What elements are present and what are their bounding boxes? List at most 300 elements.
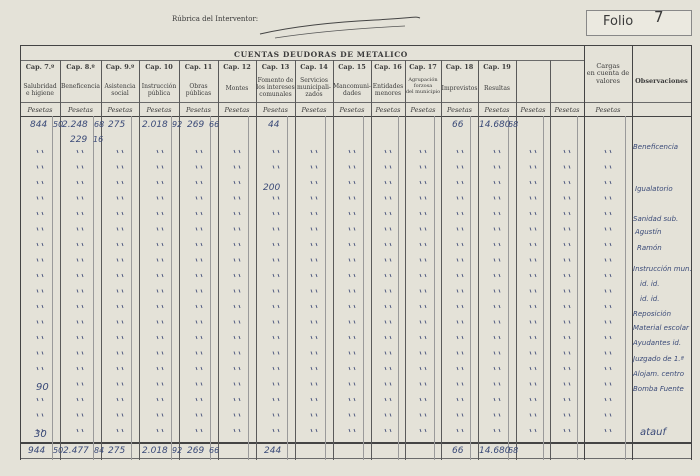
hw-amount: 229 bbox=[70, 135, 88, 145]
ditto-mark bbox=[273, 243, 279, 246]
ditto-mark bbox=[77, 274, 83, 277]
ditto-mark bbox=[77, 383, 83, 386]
column-name: Salubridad e higiene bbox=[23, 83, 57, 97]
ditto-mark bbox=[420, 197, 426, 200]
ditto-mark bbox=[196, 228, 202, 231]
ditto-mark bbox=[349, 398, 355, 401]
ditto-mark bbox=[77, 166, 83, 169]
ditto-mark bbox=[77, 336, 83, 339]
hw-amount: 44 bbox=[268, 120, 280, 130]
ditto-mark bbox=[530, 150, 536, 153]
ditto-mark bbox=[311, 166, 317, 169]
ditto-mark bbox=[605, 305, 611, 308]
ditto-mark bbox=[157, 352, 163, 355]
ditto-mark bbox=[77, 398, 83, 401]
ditto-mark bbox=[234, 212, 240, 215]
ditto-mark bbox=[385, 166, 391, 169]
ditto-mark bbox=[311, 336, 317, 339]
ditto-mark bbox=[196, 398, 202, 401]
ditto-mark bbox=[420, 305, 426, 308]
ditto-mark bbox=[564, 429, 570, 432]
ditto-mark bbox=[494, 383, 500, 386]
ditto-mark bbox=[420, 367, 426, 370]
ditto-mark bbox=[349, 336, 355, 339]
ditto-mark bbox=[157, 290, 163, 293]
ditto-mark bbox=[349, 429, 355, 432]
ditto-mark bbox=[605, 290, 611, 293]
ditto-mark bbox=[564, 321, 570, 324]
ditto-mark bbox=[234, 336, 240, 339]
unit-label: Pesetas bbox=[146, 106, 172, 114]
ditto-mark bbox=[457, 367, 463, 370]
cap-label: Cap. 11 bbox=[184, 63, 213, 71]
ditto-mark bbox=[311, 259, 317, 262]
column-name: Imprevistos bbox=[441, 85, 478, 92]
ditto-mark bbox=[77, 150, 83, 153]
ditto-mark bbox=[349, 212, 355, 215]
ditto-mark bbox=[157, 414, 163, 417]
ditto-mark bbox=[605, 228, 611, 231]
ditto-mark bbox=[420, 212, 426, 215]
ditto-mark bbox=[157, 274, 163, 277]
ditto-mark bbox=[273, 150, 279, 153]
ditto-mark bbox=[564, 398, 570, 401]
hw-amount: 30 bbox=[34, 429, 47, 440]
hw-observation: Sanidad sub. bbox=[633, 215, 679, 223]
ditto-mark bbox=[311, 305, 317, 308]
ditto-mark bbox=[605, 166, 611, 169]
hw-cents: 92 bbox=[172, 120, 183, 129]
ditto-mark bbox=[37, 290, 43, 293]
ditto-mark bbox=[605, 212, 611, 215]
ditto-mark bbox=[77, 197, 83, 200]
ditto-mark bbox=[311, 212, 317, 215]
unit-label: Pesetas bbox=[554, 106, 580, 114]
ditto-mark bbox=[157, 383, 163, 386]
unit-label: Pesetas bbox=[375, 106, 401, 114]
ditto-mark bbox=[385, 150, 391, 153]
ditto-mark bbox=[385, 274, 391, 277]
ditto-mark bbox=[530, 259, 536, 262]
ditto-mark bbox=[157, 321, 163, 324]
ditto-mark bbox=[605, 429, 611, 432]
ditto-mark bbox=[349, 197, 355, 200]
ditto-mark bbox=[196, 243, 202, 246]
ditto-mark bbox=[196, 181, 202, 184]
ditto-mark bbox=[37, 181, 43, 184]
hw-cents: 68 bbox=[508, 120, 519, 129]
hw-amount: 2.248 bbox=[62, 120, 88, 130]
ditto-mark bbox=[117, 228, 123, 231]
ditto-mark bbox=[273, 383, 279, 386]
ditto-mark bbox=[234, 367, 240, 370]
ditto-mark bbox=[457, 305, 463, 308]
ditto-mark bbox=[349, 383, 355, 386]
ditto-mark bbox=[157, 259, 163, 262]
ditto-mark bbox=[564, 336, 570, 339]
cap-label: Cap. 18 bbox=[445, 63, 474, 71]
ditto-mark bbox=[349, 367, 355, 370]
ditto-mark bbox=[385, 336, 391, 339]
ditto-mark bbox=[157, 228, 163, 231]
ditto-mark bbox=[349, 181, 355, 184]
ditto-mark bbox=[564, 243, 570, 246]
ditto-mark bbox=[273, 367, 279, 370]
ditto-mark bbox=[37, 321, 43, 324]
ditto-mark bbox=[457, 398, 463, 401]
ditto-mark bbox=[273, 352, 279, 355]
ditto-mark bbox=[77, 352, 83, 355]
ditto-mark bbox=[157, 398, 163, 401]
ditto-mark bbox=[117, 274, 123, 277]
ditto-mark bbox=[273, 197, 279, 200]
ditto-mark bbox=[420, 429, 426, 432]
hw-observation: id. id. bbox=[640, 295, 660, 303]
ditto-mark bbox=[457, 414, 463, 417]
ditto-mark bbox=[457, 228, 463, 231]
ditto-mark bbox=[37, 336, 43, 339]
hw-amount: 2.018 bbox=[142, 120, 168, 130]
ditto-mark bbox=[385, 414, 391, 417]
ditto-mark bbox=[420, 228, 426, 231]
hw-observation: Reposición bbox=[633, 310, 672, 318]
column-name: Instrucción pública bbox=[141, 83, 177, 97]
ditto-mark bbox=[349, 305, 355, 308]
ditto-mark bbox=[564, 352, 570, 355]
unit-label: Pesetas bbox=[263, 106, 288, 114]
ditto-mark bbox=[196, 259, 202, 262]
ditto-mark bbox=[530, 228, 536, 231]
ditto-mark bbox=[605, 321, 611, 324]
ditto-mark bbox=[605, 259, 611, 262]
ditto-mark bbox=[37, 228, 43, 231]
ditto-mark bbox=[157, 367, 163, 370]
ditto-mark bbox=[117, 290, 123, 293]
ditto-mark bbox=[117, 352, 123, 355]
ditto-mark bbox=[273, 429, 279, 432]
unit-label: Pesetas bbox=[410, 106, 436, 114]
ditto-mark bbox=[530, 383, 536, 386]
hw-total: 244 bbox=[264, 446, 282, 456]
cap-label: Cap. 10 bbox=[145, 63, 173, 71]
ditto-mark bbox=[385, 197, 391, 200]
ditto-mark bbox=[605, 383, 611, 386]
ditto-mark bbox=[311, 290, 317, 293]
ditto-mark bbox=[234, 352, 240, 355]
ditto-mark bbox=[564, 259, 570, 262]
folio-label: Folio bbox=[603, 14, 634, 29]
ditto-mark bbox=[420, 321, 426, 324]
cap-label: Cap. 14 bbox=[300, 63, 328, 71]
hw-observation: Igualatorio bbox=[635, 185, 673, 193]
ditto-mark bbox=[234, 197, 240, 200]
ditto-mark bbox=[420, 290, 426, 293]
column-name: Mancomuni- dades bbox=[333, 83, 371, 97]
ditto-mark bbox=[564, 181, 570, 184]
ditto-mark bbox=[420, 414, 426, 417]
ditto-mark bbox=[117, 398, 123, 401]
ditto-mark bbox=[605, 150, 611, 153]
hw-observation: Juzgado de 1.ª bbox=[633, 355, 684, 363]
ditto-mark bbox=[385, 321, 391, 324]
ditto-mark bbox=[37, 352, 43, 355]
table-title: CUENTAS DEUDORAS DE METALICO bbox=[234, 50, 408, 59]
ditto-mark bbox=[157, 212, 163, 215]
ditto-mark bbox=[311, 274, 317, 277]
ditto-mark bbox=[37, 305, 43, 308]
ditto-mark bbox=[530, 336, 536, 339]
ditto-mark bbox=[494, 181, 500, 184]
ditto-mark bbox=[457, 383, 463, 386]
ditto-mark bbox=[77, 228, 83, 231]
hw-amount: 200 bbox=[263, 183, 281, 193]
hw-cents: 66 bbox=[209, 120, 220, 129]
cap-label: Cap. 16 bbox=[374, 63, 402, 71]
hw-total-cents: 92 bbox=[172, 446, 183, 455]
ditto-mark bbox=[530, 197, 536, 200]
ditto-mark bbox=[385, 228, 391, 231]
hw-total: 66 bbox=[452, 446, 464, 456]
ditto-mark bbox=[530, 166, 536, 169]
column-name: Asistencia social bbox=[104, 83, 136, 97]
hw-amount: 844 bbox=[30, 120, 48, 130]
ditto-mark bbox=[564, 290, 570, 293]
ditto-mark bbox=[530, 212, 536, 215]
column-name: Beneficencia bbox=[60, 83, 100, 90]
unit-label: Pesetas bbox=[339, 106, 365, 114]
hw-observation: Instrucción mun. bbox=[633, 265, 692, 273]
ditto-mark bbox=[77, 259, 83, 262]
ditto-mark bbox=[157, 243, 163, 246]
ditto-mark bbox=[494, 243, 500, 246]
column-name: Fomento de los intereses comunales bbox=[256, 77, 295, 98]
ditto-mark bbox=[273, 305, 279, 308]
ditto-mark bbox=[117, 367, 123, 370]
ditto-mark bbox=[385, 398, 391, 401]
ditto-mark bbox=[564, 166, 570, 169]
ditto-mark bbox=[311, 197, 317, 200]
ditto-mark bbox=[77, 212, 83, 215]
ditto-mark bbox=[234, 290, 240, 293]
ditto-mark bbox=[530, 243, 536, 246]
ditto-mark bbox=[494, 398, 500, 401]
ditto-mark bbox=[605, 197, 611, 200]
ditto-mark bbox=[117, 336, 123, 339]
hw-observation: Bomba Fuente bbox=[633, 385, 684, 393]
ditto-mark bbox=[605, 181, 611, 184]
ditto-mark bbox=[385, 259, 391, 262]
ditto-mark bbox=[196, 212, 202, 215]
ditto-mark bbox=[349, 150, 355, 153]
ditto-mark bbox=[273, 414, 279, 417]
ditto-mark bbox=[530, 181, 536, 184]
ditto-mark bbox=[273, 212, 279, 215]
column-name: Montes bbox=[225, 85, 249, 92]
hw-total-cents: 68 bbox=[508, 446, 519, 455]
ditto-mark bbox=[564, 383, 570, 386]
ditto-mark bbox=[196, 352, 202, 355]
ditto-mark bbox=[311, 383, 317, 386]
ditto-mark bbox=[117, 181, 123, 184]
ditto-mark bbox=[605, 336, 611, 339]
cap-label: Cap. 12 bbox=[223, 63, 251, 71]
ditto-mark bbox=[494, 336, 500, 339]
ditto-mark bbox=[117, 259, 123, 262]
unit-label: Pesetas bbox=[27, 106, 53, 114]
cap-label: Cap. 7.º bbox=[25, 63, 55, 71]
hw-amount: 90 bbox=[36, 382, 49, 393]
cap-label: Cap. 19 bbox=[483, 63, 511, 71]
ditto-mark bbox=[157, 336, 163, 339]
ditto-mark bbox=[385, 367, 391, 370]
ditto-mark bbox=[564, 228, 570, 231]
ditto-mark bbox=[196, 166, 202, 169]
hw-observation: Beneficencia bbox=[633, 143, 679, 151]
ditto-mark bbox=[37, 150, 43, 153]
ditto-mark bbox=[349, 274, 355, 277]
unit-label: Pesetas bbox=[447, 106, 472, 114]
ditto-mark bbox=[564, 150, 570, 153]
ditto-mark bbox=[157, 150, 163, 153]
column-name: Servicios municipali- zados bbox=[297, 77, 331, 98]
ditto-mark bbox=[530, 305, 536, 308]
hw-total-cents: 66 bbox=[209, 446, 220, 455]
ditto-mark bbox=[385, 305, 391, 308]
ditto-mark bbox=[311, 398, 317, 401]
ditto-mark bbox=[77, 290, 83, 293]
ditto-mark bbox=[385, 352, 391, 355]
ditto-mark bbox=[234, 228, 240, 231]
ditto-mark bbox=[157, 166, 163, 169]
ditto-mark bbox=[234, 383, 240, 386]
ditto-mark bbox=[273, 398, 279, 401]
ditto-mark bbox=[117, 321, 123, 324]
ditto-mark bbox=[494, 429, 500, 432]
ditto-mark bbox=[605, 274, 611, 277]
ditto-mark bbox=[564, 212, 570, 215]
hw-total: 269 bbox=[187, 446, 205, 456]
unit-label: Pesetas bbox=[520, 106, 546, 114]
ditto-mark bbox=[234, 259, 240, 262]
ditto-mark bbox=[494, 414, 500, 417]
ditto-mark bbox=[77, 414, 83, 417]
ditto-mark bbox=[117, 243, 123, 246]
cargas-header: Cargas en cuenta de valores bbox=[586, 62, 630, 85]
column-name: Agrupación forzosa del municipio bbox=[405, 77, 441, 95]
ditto-mark bbox=[564, 274, 570, 277]
ditto-mark bbox=[457, 212, 463, 215]
unit-label: Pesetas bbox=[484, 106, 510, 114]
hw-total: 2.018 bbox=[142, 446, 168, 456]
ditto-mark bbox=[457, 259, 463, 262]
ditto-mark bbox=[420, 383, 426, 386]
ditto-mark bbox=[37, 398, 43, 401]
ditto-mark bbox=[311, 181, 317, 184]
ditto-mark bbox=[234, 429, 240, 432]
ditto-mark bbox=[37, 166, 43, 169]
ditto-mark bbox=[349, 414, 355, 417]
observaciones-header: Observaciones bbox=[635, 77, 688, 85]
ditto-mark bbox=[457, 150, 463, 153]
ditto-mark bbox=[77, 429, 83, 432]
ditto-mark bbox=[457, 166, 463, 169]
hw-observation: id. id. bbox=[640, 280, 660, 288]
ditto-mark bbox=[457, 336, 463, 339]
ditto-mark bbox=[349, 259, 355, 262]
hw-amount: 14.680 bbox=[479, 120, 511, 130]
ditto-mark bbox=[530, 429, 536, 432]
cap-label: Cap. 17 bbox=[409, 63, 437, 71]
ditto-mark bbox=[530, 414, 536, 417]
ditto-mark bbox=[37, 259, 43, 262]
ditto-mark bbox=[457, 352, 463, 355]
ditto-mark bbox=[457, 290, 463, 293]
column-name: Obras públicas bbox=[185, 83, 212, 97]
ditto-mark bbox=[605, 414, 611, 417]
ditto-mark bbox=[196, 383, 202, 386]
ditto-mark bbox=[37, 212, 43, 215]
ditto-mark bbox=[196, 197, 202, 200]
ditto-mark bbox=[196, 414, 202, 417]
unit-label: Pesetas bbox=[68, 106, 93, 114]
ditto-mark bbox=[273, 259, 279, 262]
unit-label: Pesetas bbox=[107, 106, 133, 114]
ditto-mark bbox=[196, 367, 202, 370]
ditto-mark bbox=[420, 259, 426, 262]
ditto-mark bbox=[37, 243, 43, 246]
cap-label: Cap. 8.º bbox=[66, 63, 95, 71]
ditto-mark bbox=[349, 352, 355, 355]
unit-label: Pesetas bbox=[595, 106, 621, 114]
ditto-mark bbox=[494, 274, 500, 277]
cap-label: Cap. 13 bbox=[261, 63, 290, 71]
ditto-mark bbox=[494, 367, 500, 370]
ditto-mark bbox=[117, 212, 123, 215]
ditto-mark bbox=[157, 429, 163, 432]
ditto-mark bbox=[196, 429, 202, 432]
ditto-mark bbox=[311, 150, 317, 153]
hw-total-cents: 50 bbox=[53, 446, 64, 455]
ditto-mark bbox=[157, 305, 163, 308]
ditto-mark bbox=[420, 336, 426, 339]
ditto-mark bbox=[234, 150, 240, 153]
ditto-mark bbox=[196, 150, 202, 153]
ditto-mark bbox=[457, 429, 463, 432]
ditto-mark bbox=[117, 383, 123, 386]
ditto-mark bbox=[605, 243, 611, 246]
hw-observation: Alojam. centro bbox=[633, 370, 685, 378]
ditto-mark bbox=[385, 243, 391, 246]
ditto-mark bbox=[385, 290, 391, 293]
cap-label: Cap. 9.º bbox=[105, 63, 135, 71]
ditto-mark bbox=[494, 321, 500, 324]
ditto-mark bbox=[420, 150, 426, 153]
ditto-mark bbox=[196, 336, 202, 339]
ditto-mark bbox=[77, 305, 83, 308]
hw-amount: 269 bbox=[187, 120, 205, 130]
ditto-mark bbox=[234, 321, 240, 324]
ditto-mark bbox=[37, 429, 43, 432]
ditto-mark bbox=[605, 398, 611, 401]
ditto-mark bbox=[420, 398, 426, 401]
hw-total: 944 bbox=[28, 446, 46, 456]
ditto-mark bbox=[196, 290, 202, 293]
ditto-mark bbox=[420, 352, 426, 355]
ditto-mark bbox=[77, 321, 83, 324]
ditto-mark bbox=[234, 305, 240, 308]
ditto-mark bbox=[117, 305, 123, 308]
ditto-mark bbox=[457, 197, 463, 200]
